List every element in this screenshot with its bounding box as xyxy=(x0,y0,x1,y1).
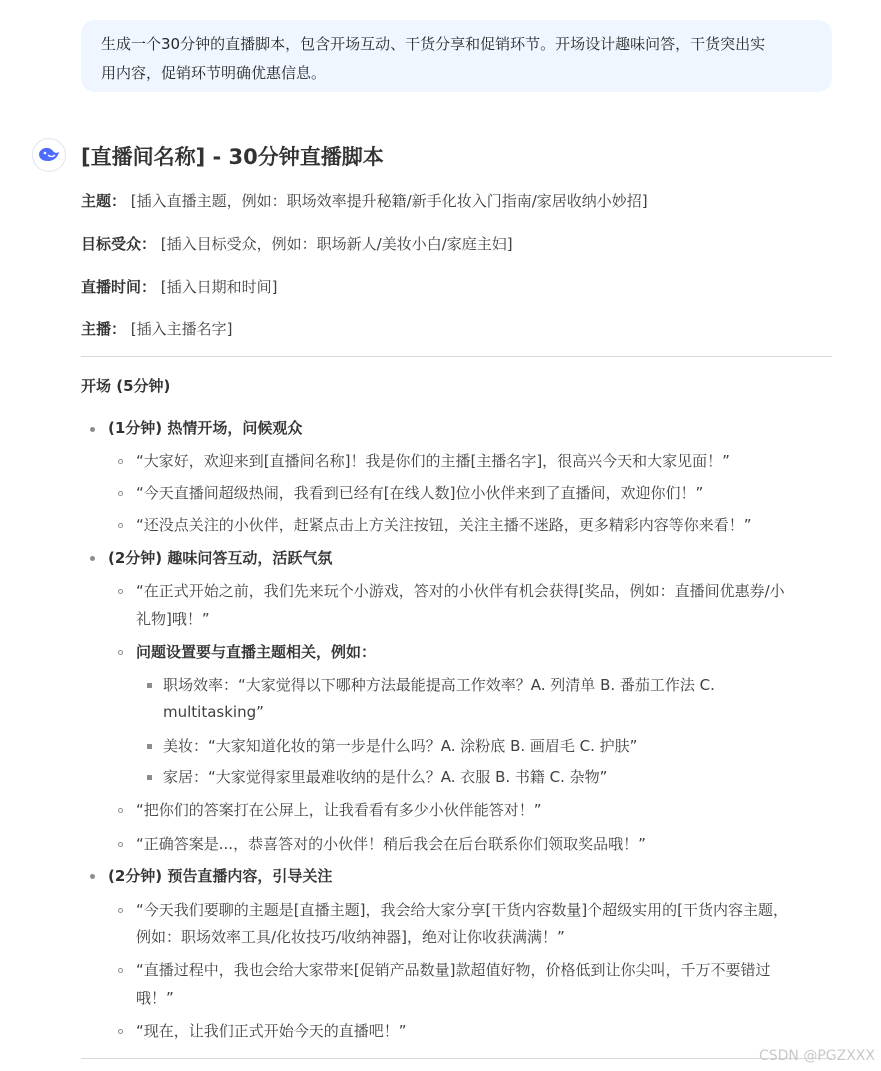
assistant-avatar-icon xyxy=(32,138,66,172)
divider xyxy=(81,356,832,357)
list-item: “直播过程中，我也会给大家带来[促销产品数量]款超值好物，价格低到让你尖叫，千万不要错过 xyxy=(136,961,771,979)
user-message-line: 生成一个30分钟的直播脚本，包含开场互动、干货分享和促销环节。开场设计趣味问答，干货突出实 xyxy=(101,35,766,53)
bullet-circle xyxy=(118,459,123,464)
meta-label: 主播： xyxy=(81,320,127,338)
bullet-circle xyxy=(118,650,123,655)
list-item-continued: 哦！” xyxy=(136,989,174,1007)
bullet-circle xyxy=(118,908,123,913)
list-item: “正确答案是...，恭喜答对的小伙伴！稍后我会在后台联系你们领取奖品哦！” xyxy=(136,835,646,853)
item-heading: (2分钟) 趣味问答互动，活跃气氛 xyxy=(108,549,333,567)
bullet-disc xyxy=(90,427,95,432)
bullet-disc xyxy=(90,556,95,561)
meta-label: 主题： xyxy=(81,192,127,210)
section-title: 开场 (5分钟) xyxy=(81,377,171,395)
bullet-square xyxy=(147,744,152,749)
list-item: “大家好，欢迎来到[直播间名称]！我是你们的主播[主播名字]，很高兴今天和大家见面！” xyxy=(136,452,730,470)
bullet-circle xyxy=(118,968,123,973)
list-item: “还没点关注的小伙伴，赶紧点击上方关注按钮，关注主播不迷路，更多精彩内容等你来看！” xyxy=(136,516,752,534)
item-heading: (1分钟) 热情开场，问候观众 xyxy=(108,419,303,437)
bullet-circle xyxy=(118,589,123,594)
question-heading: 问题设置要与直播主题相关，例如： xyxy=(136,643,377,661)
list-item: “今天直播间超级热闹，我看到已经有[在线人数]位小伙伴来到了直播间，欢迎你们！” xyxy=(136,484,704,502)
meta-value: [插入日期和时间] xyxy=(160,278,278,296)
bullet-circle xyxy=(118,808,123,813)
question-item-continued: multitasking” xyxy=(163,703,264,721)
list-item: “把你们的答案打在公屏上，让我看看有多少小伙伴能答对！” xyxy=(136,801,542,819)
list-item: “现在，让我们正式开始今天的直播吧！” xyxy=(136,1022,407,1040)
bullet-circle xyxy=(118,491,123,496)
meta-topic xyxy=(81,190,648,212)
bullet-disc xyxy=(90,874,95,879)
assistant-answer xyxy=(81,138,841,1040)
meta-label: 目标受众： xyxy=(81,235,157,253)
bullet-square xyxy=(147,775,152,780)
question-item: 职场效率：“大家觉得以下哪种方法最能提高工作效率？A. 列清单 B. 番茄工作法 C. xyxy=(163,676,715,694)
meta-label: 直播时间： xyxy=(81,278,157,296)
bullet-circle xyxy=(118,523,123,528)
user-message-line: 用内容，促销环节明确优惠信息。 xyxy=(101,64,327,82)
item-heading: (2分钟) 预告直播内容，引导关注 xyxy=(108,867,333,885)
user-message-bubble xyxy=(81,20,832,92)
meta-value: [插入直播主题，例如：职场效率提升秘籍/新手化妆入门指南/家居收纳小妙招] xyxy=(130,192,648,210)
watermark: CSDN @PGZXXX xyxy=(758,1048,875,1064)
meta-value: [插入目标受众，例如：职场新人/美妆小白/家庭主妇] xyxy=(160,235,513,253)
list-item: “在正式开始之前，我们先来玩个小游戏，答对的小伙伴有机会获得[奖品，例如：直播间优惠券/小 xyxy=(136,582,785,600)
answer-title: [直播间名称] - 30分钟直播脚本 xyxy=(81,145,384,169)
list-item-continued: 例如：职场效率工具/化妆技巧/收纳神器]，绝对让你收获满满！” xyxy=(136,928,565,946)
bullet-circle xyxy=(118,1029,123,1034)
question-item: 美妆：“大家知道化妆的第一步是什么吗？A. 涂粉底 B. 画眉毛 C. 护肤” xyxy=(163,737,638,755)
list-item-continued: 礼物]哦！” xyxy=(136,610,210,628)
question-item: 家居：“大家觉得家里最难收纳的是什么？A. 衣服 B. 书籍 C. 杂物” xyxy=(163,768,608,786)
bullet-circle xyxy=(118,842,123,847)
meta-value: [插入主播名字] xyxy=(130,320,233,338)
whale-logo-icon xyxy=(37,145,61,165)
meta-host xyxy=(81,318,233,340)
meta-audience xyxy=(81,233,513,255)
list-item: “今天我们要聊的主题是[直播主题]，我会给大家分享[干货内容数量]个超级实用的[干货内容主题， xyxy=(136,901,789,919)
bullet-square xyxy=(147,683,152,688)
divider xyxy=(81,1058,832,1059)
meta-time xyxy=(81,276,278,298)
